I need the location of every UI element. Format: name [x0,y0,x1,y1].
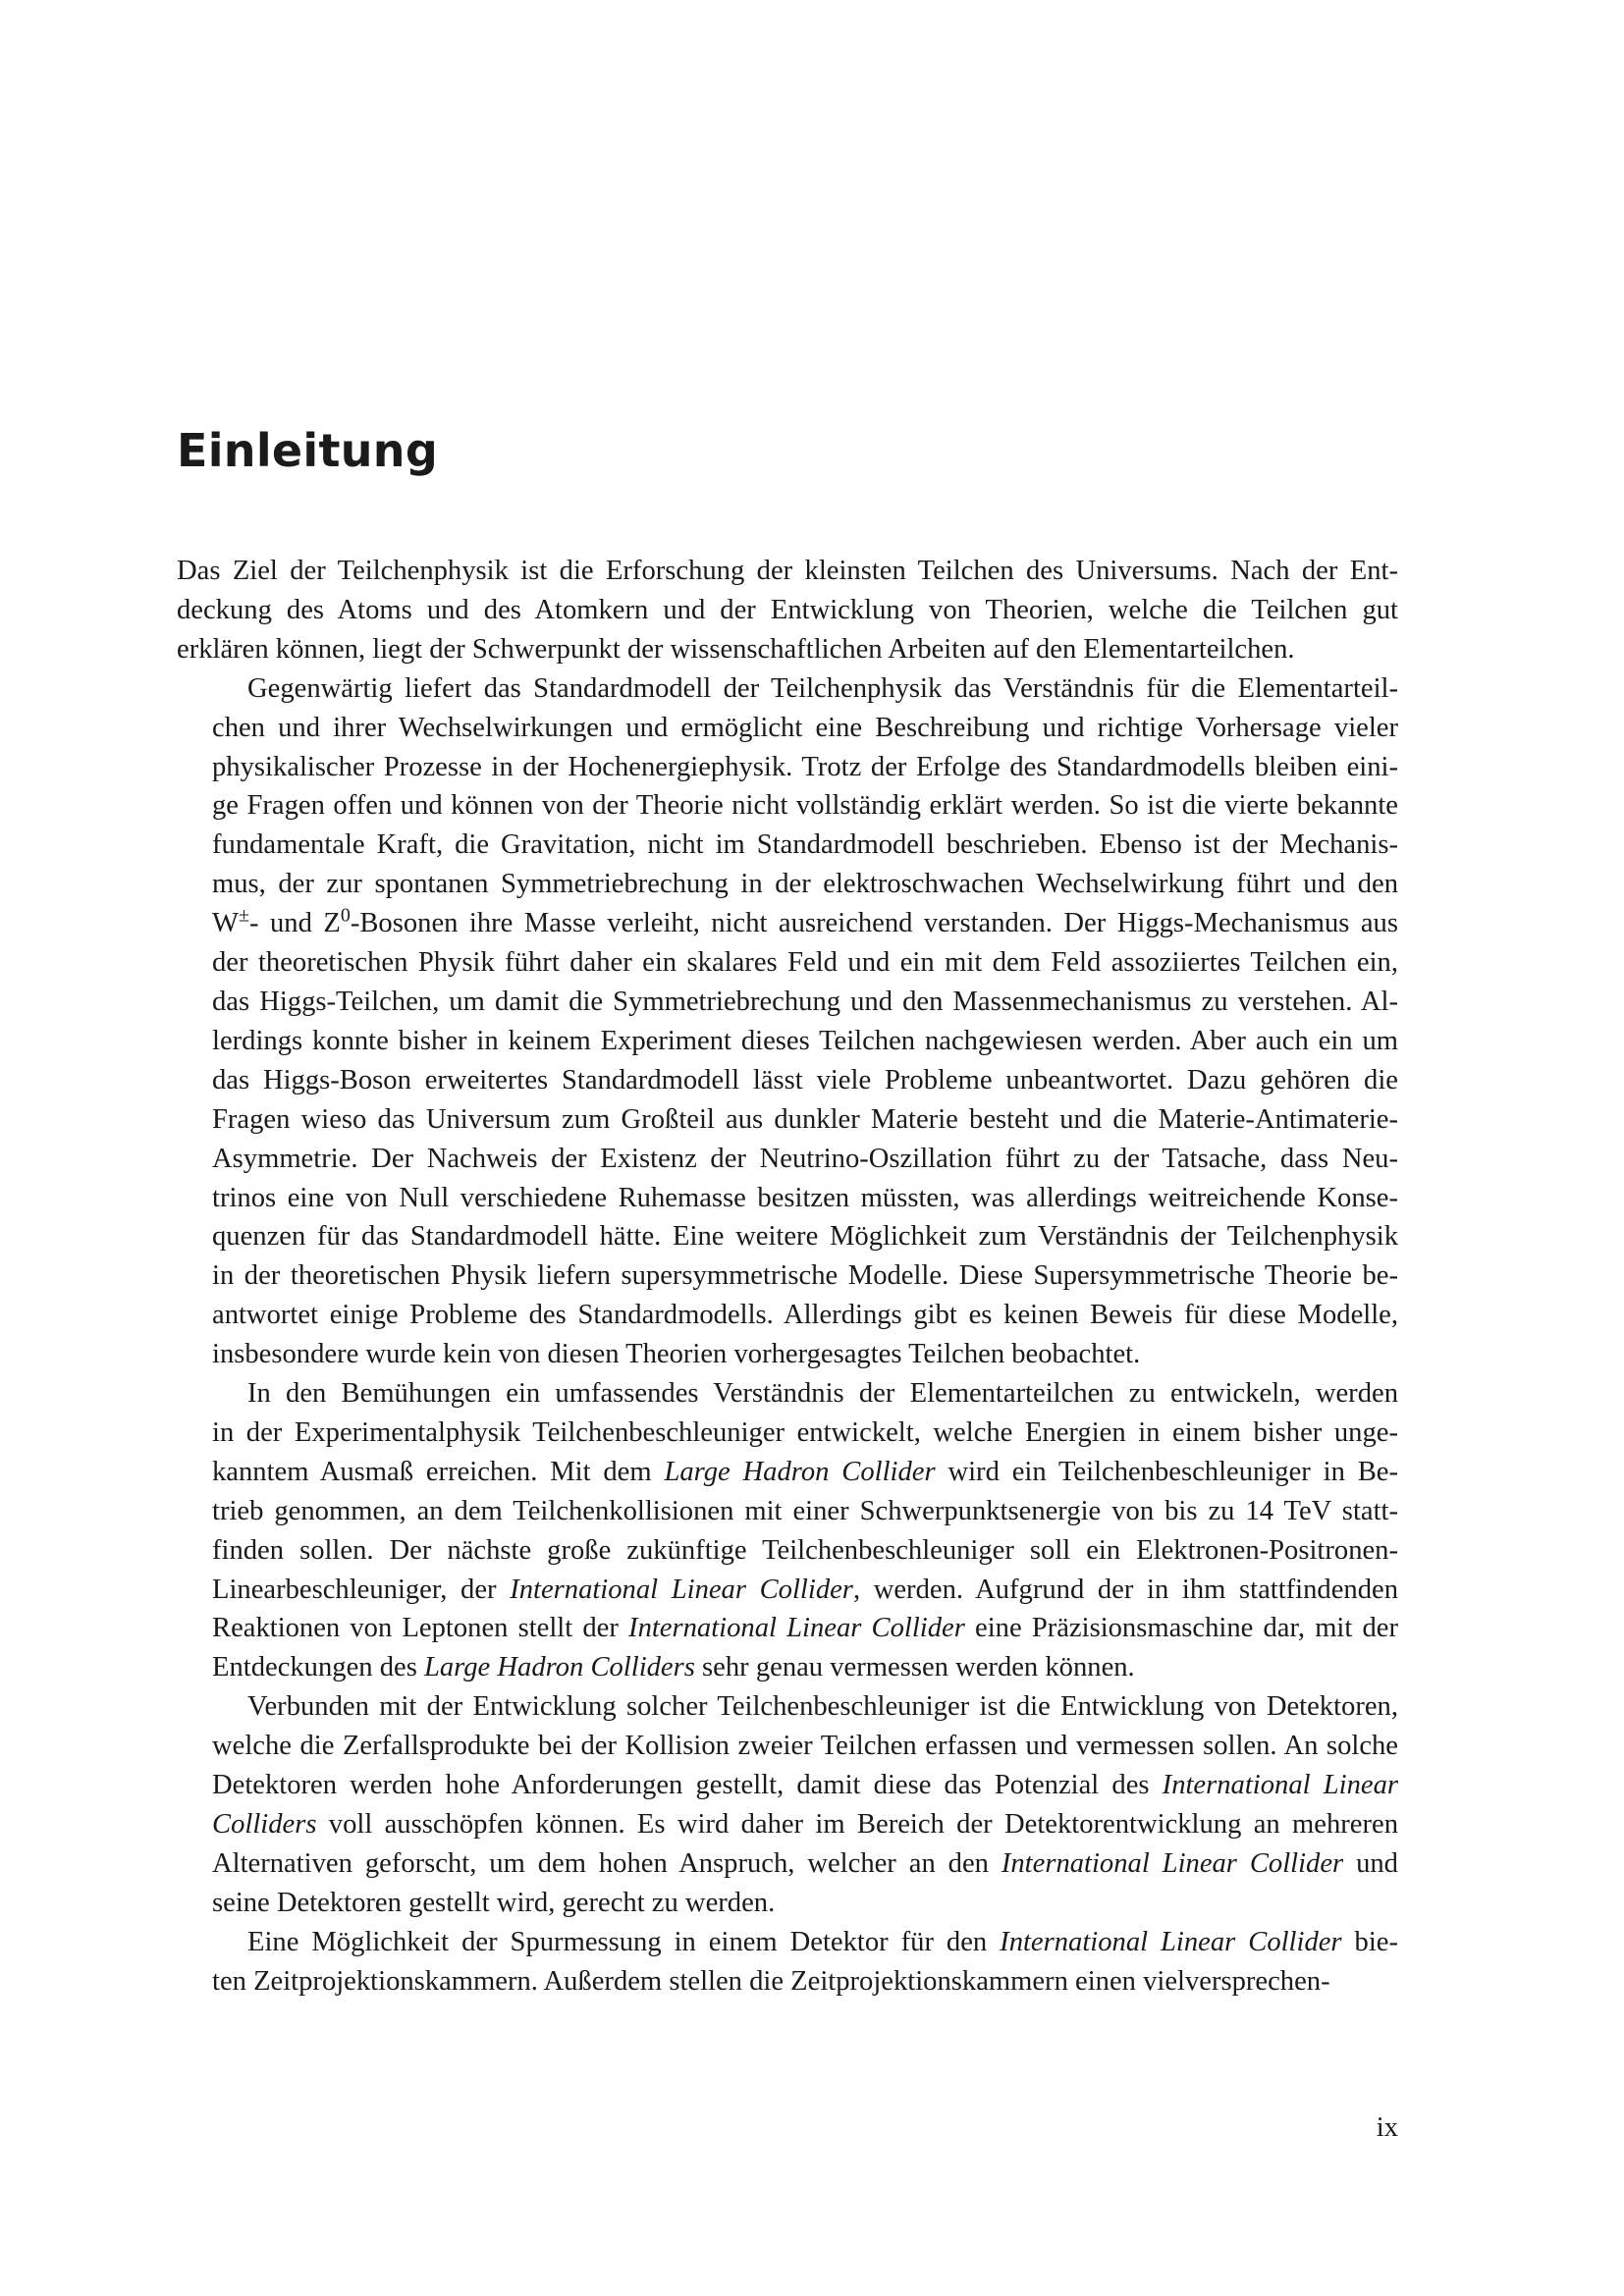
text-line: Eine Möglichkeit der Spurmessung in einem Detektor für den International Linear Collider bie- [247,1926,1398,1957]
text-line: lerdings konnte bisher in keinem Experiment dieses Teilchen nachgewiesen werden. Aber auch ein um [212,1025,1398,1056]
paragraph [177,1923,1398,2002]
text-line: Asymmetrie. Der Nachweis der Existenz der Neutrino-Oszillation führt zu der Tatsache, dass Neu- [212,1143,1398,1174]
text-line: In den Bemühungen ein umfassendes Verständnis der Elementarteilchen zu entwickeln, werden [247,1378,1398,1410]
text-line: Reaktionen von Leptonen stellt der International Linear Collider eine Präzisionsmaschine dar, mit der [212,1613,1398,1644]
text-line: deckung des Atoms und des Atomkern und der Entwicklung von Theorien, welche die Teilchen gut [177,594,1398,625]
text-line: mus, der zur spontanen Symmetriebrechung in der elektroschwachen Wechselwirkung führt und den [212,869,1398,900]
text-line: Entdeckungen des Large Hadron Colliders sehr genau vermessen werden können. [212,1652,1135,1683]
text-line: insbesondere wurde kein von diesen Theorien vorhergesagtes Teilchen beobachtet. [212,1339,1141,1370]
text-line: fundamentale Kraft, die Gravitation, nicht im Standardmodell beschrieben. Ebenso ist der Mechanis- [212,829,1398,861]
text-line: kanntem Ausmaß erreichen. Mit dem Large Hadron Collider wird ein Teilchenbeschleuniger in Be- [212,1456,1398,1487]
page-number: ix [1376,2112,1398,2143]
chapter-title: Einleitung [177,424,439,477]
text-line: in der Experimentalphysik Teilchenbeschleuniger entwickelt, welche Energien in einem bisher unge- [212,1416,1398,1448]
text-line: Gegenwärtig liefert das Standardmodell der Teilchenphysik das Verständnis für die Elementarteil- [247,672,1398,704]
text-line: physikalischer Prozesse in der Hochenergiephysik. Trotz der Erfolge des Standardmodells bleiben eini- [212,751,1398,782]
text-line: erklären können, liegt der Schwerpunkt der wissenschaftlichen Arbeiten auf den Elementarteilchen. [177,633,1295,665]
text-line: ten Zeitprojektionskammern. Außerdem stellen die Zeitprojektionskammern einen vielversprechen- [212,1965,1330,1997]
text-line: das Higgs-Boson erweitertes Standardmodell lässt viele Probleme unbeantwortet. Dazu gehören die [212,1064,1398,1095]
paragraph [177,1374,1398,1687]
text-line: Detektoren werden hohe Anforderungen gestellt, damit diese das Potenzial des International Linear [212,1770,1398,1801]
text-line: quenzen für das Standardmodell hätte. Eine weitere Möglichkeit zum Verständnis der Teilchenphysik [212,1221,1398,1253]
text-line: in der theoretischen Physik liefern supersymmetrische Modelle. Diese Supersymmetrische Theorie be- [212,1260,1398,1292]
text-line: W±- und $Z^0$-Bosonen ihre Masse verleiht, nicht ausreichend verstanden. Der Higgs-Mechanismus aus [212,904,1398,939]
text-line: seine Detektoren gestellt wird, gerecht zu werden. [212,1887,776,1918]
text-line: ge Fragen offen und können von der Theorie nicht vollständig erklärt werden. So ist die vierte bekannte [212,790,1398,822]
text-line: Linearbeschleuniger, der International Linear Collider, werden. Aufgrund der in ihm stattfindenden [212,1574,1398,1605]
text-line: trinos eine von Null verschiedene Ruhemasse besitzen müssten, was allerdings weitreichende Konse- [212,1182,1398,1213]
text-line: antwortet einige Probleme des Standardmodells. Allerdings gibt es keinen Beweis für diese Modelle, [212,1300,1398,1331]
paragraph [177,669,1398,1374]
paragraph [177,552,1398,669]
text-line: trieb genommen, an dem Teilchenkollisionen mit einer Schwerpunktsenergie von bis zu 14 TeV statt- [212,1495,1398,1526]
text-line: Das Ziel der Teilchenphysik ist die Erforschung der kleinsten Teilchen des Universums. Nach der Ent- [177,556,1398,586]
text-line: chen und ihrer Wechselwirkungen und ermöglicht eine Beschreibung und richtige Vorhersage vieler [212,712,1398,743]
body-text [177,552,1398,2002]
text-line: Alternativen geforscht, um dem hohen Anspruch, welcher an den International Linear Collider und [212,1847,1398,1879]
text-line: Verbunden mit der Entwicklung solcher Teilchenbeschleuniger ist die Entwicklung von Detektoren, [247,1691,1398,1723]
text-line: welche die Zerfallsprodukte bei der Kollision zweier Teilchen erfassen und vermessen sollen. An solche [212,1731,1398,1762]
text-line: Colliders voll ausschöpfen können. Es wird daher im Bereich der Detektorentwicklung an mehreren [212,1809,1398,1840]
text-line: das Higgs-Teilchen, um damit die Symmetriebrechung und den Massenmechanismus zu verstehen. Al- [212,986,1398,1017]
text-line: finden sollen. Der nächste große zukünftige Teilchenbeschleuniger soll ein Elektronen-Positronen- [212,1534,1398,1566]
text-line: der theoretischen Physik führt daher ein skalares Feld und ein mit dem Feld assoziiertes Teilchen ein, [212,947,1398,979]
text-line: Fragen wieso das Universum zum Großteil aus dunkler Materie besteht und die Materie-Antimaterie- [212,1103,1398,1135]
paragraph [177,1687,1398,1922]
